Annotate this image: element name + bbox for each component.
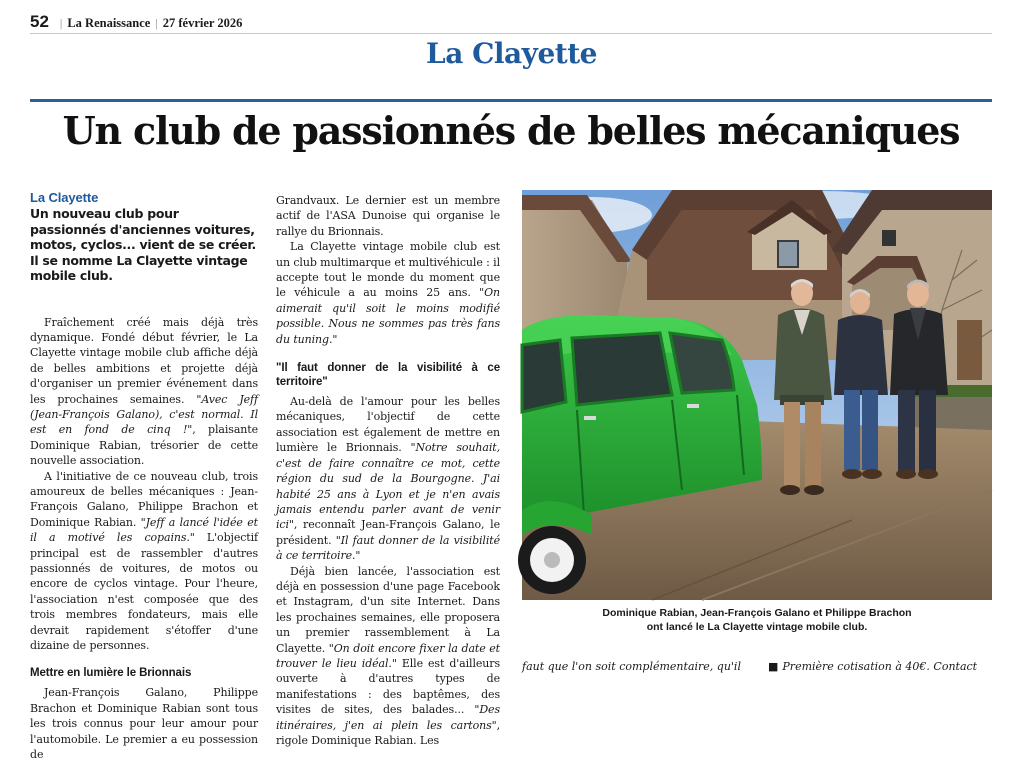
article-lead: Un nouveau club pour passionnés d'anciennes voitures, motos, cyclos... vient de se créer. Il se nomme La Clayette vintage mobile club. bbox=[30, 206, 256, 283]
quote: "Il faut donner de la visibilité à ce territoire." bbox=[276, 533, 500, 563]
article-column-2 bbox=[276, 193, 500, 748]
folio-separator: | bbox=[59, 16, 63, 30]
quote: "On aimerait qu'il soit le moins modifié possible. Nous ne sommes pas très fans du tuning." bbox=[276, 286, 500, 346]
folio-rule bbox=[30, 33, 992, 34]
article-column-1 bbox=[30, 190, 258, 762]
article-photo bbox=[522, 190, 992, 600]
article-kicker: La Clayette bbox=[30, 190, 99, 205]
quote: "On doit encore fixer la date et trouver le lieu idéal." bbox=[276, 641, 500, 670]
folio-separator: | bbox=[155, 16, 158, 30]
page-number: 52 bbox=[30, 12, 49, 31]
body-paragraph: Grandvaux. Le dernier est un membre actif de l'ASA Dunoise qui organise le rallye du Brionnais. bbox=[276, 194, 500, 238]
body-paragraph: Déjà bien lancée, l'association est déjà en possession d'une page Facebook et Instagram, d'un site Internet. Dans les prochaines semaines, elle proposera un premier rassemblement à La Clayette. "On doit encore fixer la date et trouver le lieu idéal." Elle est d'ailleurs ouverte à d'autres types de manifestations : des baptêmes, des visites de sites, des balades... "Des itinéraires, j'en ai plein les cartons", rigole Dominique Rabian. Les bbox=[276, 564, 500, 747]
publication-name: La Renaissance bbox=[67, 16, 151, 30]
publication-date: 27 février 2026 bbox=[162, 16, 243, 30]
subheading: Mettre en lumière le Brionnais bbox=[30, 667, 192, 680]
caption-line: Dominique Rabian, Jean-François Galano et Philippe Brachon bbox=[602, 607, 912, 619]
body-paragraph: Fraîchement créé mais déjà très dynamique. Fondé début février, le La Clayette vintage mobile club affiche déjà de belles ambitions et projette déjà d'organiser un premier événement dans les prochaines semaines. "Avec Jeff (Jean-François Galano), c'est normal. Il est en fond de cinq !", plaisante Dominique Rabian, trésorier de cette nouvelle association. bbox=[30, 315, 259, 468]
caption-line: ont lancé le La Clayette vintage mobile club. bbox=[646, 621, 868, 633]
body-paragraph: La Clayette vintage mobile club est un club multimarque et multivéhicule : il accepte tout le monde du moment que le véhicule a au moins 25 ans. "On aimerait qu'il soit le moins modifié possible. Nous ne sommes pas très fans du tuning." bbox=[276, 240, 500, 346]
section-rule bbox=[30, 99, 992, 102]
body-paragraph: A l'initiative de ce nouveau club, trois amoureux de belles mécaniques : Jean-François Galano, Philippe Brachon et Dominique Rabian. "Jeff a lancé l'idée et il a motivé les copains." L'objectif principal est de rassembler d'autres passionnés de voitures, de motos ou encore de cyclos vintage. Pour l'heure, l'association n'est composée que des trois membres fondateurs, mais elle devrait rapidement s'étoffer d'une dizaine de personnes. bbox=[30, 469, 259, 653]
body-paragraph: Au-delà de l'amour pour les belles mécaniques, l'objectif de cette association est également de mettre en lumière le Brionnais. "Notre souhait, c'est de faire connaître ce mot, cette région du sud de la Bourgogne. J'ai habité 25 ans à Lyon et je n'en avais jamais entendu parler avant de venir ici", reconnaît Jean-François Galano, le président. "Il faut donner de la visibilité à ce territoire." bbox=[276, 395, 500, 563]
article-column-3-start: faut que l'on soit complémentaire, qu'il bbox=[522, 660, 741, 673]
quote: "Jeff a lancé l'idée et il a motivé les copains." bbox=[30, 515, 258, 545]
article-headline: Un club de passionnés de belles mécaniques bbox=[62, 108, 960, 153]
page-folio bbox=[30, 12, 992, 34]
body-paragraph: Jean-François Galano, Philippe Brachon et Dominique Rabian sont tous les trois connus pour leur amour pour l'automobile. Le premier a eu possession de bbox=[30, 686, 258, 762]
photo-caption bbox=[522, 606, 992, 634]
quote: "Notre souhait, c'est de faire connaître ce mot, cette région du sud de la Bourgogne. J'ai habité 25 ans à Lyon et je n'en avais jamais entendu parler avant de venir ici" bbox=[276, 441, 500, 532]
quote: "Des itinéraires, j'en ai plein les cartons" bbox=[276, 703, 500, 732]
square-bullet-icon: ■ bbox=[768, 660, 779, 673]
quote: "Avec Jeff (Jean-François Galano), c'est normal. Il est en fond de cinq !" bbox=[30, 392, 258, 437]
subheading: "Il faut donner de la visibilité à ce territoire" bbox=[276, 362, 500, 389]
sidebar-info-start: ■ Première cotisation à 40€. Contact bbox=[768, 660, 978, 673]
section-title: La Clayette bbox=[426, 37, 597, 70]
